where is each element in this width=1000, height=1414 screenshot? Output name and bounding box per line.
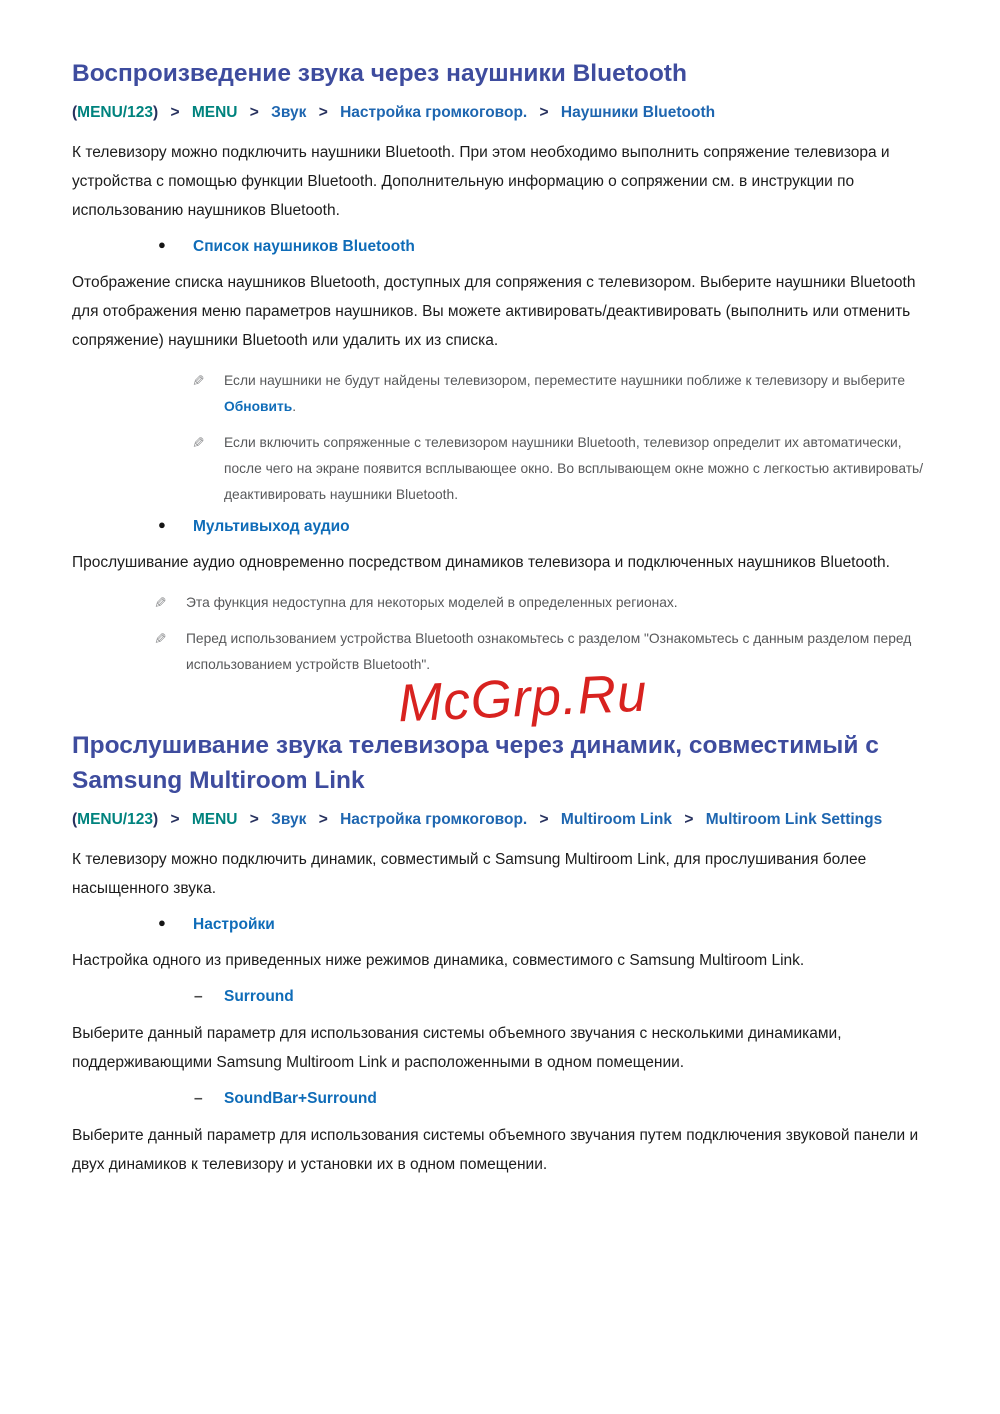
pencil-icon: ✎	[154, 630, 167, 648]
breadcrumb-item-multiroom-link-settings: Multiroom Link Settings	[705, 810, 883, 828]
breadcrumb-item-sound: Звук	[271, 810, 307, 828]
breadcrumb-item-menu123: MENU/123	[77, 810, 153, 828]
paren-open: (	[72, 103, 78, 121]
note-availability	[154, 590, 940, 616]
bullet-item-settings	[158, 914, 940, 934]
dash-icon: –	[194, 1089, 203, 1107]
paren-open: (	[72, 810, 78, 828]
pencil-icon: ✎	[154, 594, 167, 612]
breadcrumb-item-menu123: MENU/123	[77, 103, 153, 121]
bullet-description: Настройка одного из приведенных ниже режимов динамика, совместимого с Samsung Multiroom Link.	[72, 951, 805, 969]
note-text: Перед использованием устройства Bluetooth ознакомьтесь с разделом "Ознакомьтесь с данным разделом перед использованием устройств Bluetooth".	[186, 630, 912, 672]
chevron-right-icon: >	[684, 810, 694, 828]
bullet-icon: ●	[158, 236, 166, 252]
bullet-icon: ●	[158, 914, 166, 930]
breadcrumb-item-bluetooth-headphones: Наушники Bluetooth	[560, 103, 716, 121]
bullet-description: Прослушивание аудио одновременно посредством динамиков телевизора и подключенных наушников Bluetooth.	[72, 553, 890, 571]
bullet-description: Отображение списка наушников Bluetooth, доступных для сопряжения с телевизором. Выберите наушники Bluetooth для отображения меню параметров наушников. Вы можете активировать/деактивировать (выполнить или отменить сопряжение) наушники Bluetooth или удалить их из списка.	[72, 273, 916, 349]
breadcrumb-item-menu: MENU	[191, 103, 238, 121]
chevron-right-icon: >	[318, 810, 328, 828]
chevron-right-icon: >	[249, 810, 259, 828]
paren-close: )	[152, 810, 159, 828]
breadcrumb-item-sound: Звук	[271, 103, 307, 121]
bullet-item-multi-audio-out	[158, 516, 940, 536]
note-auto-detect-popup	[192, 430, 940, 508]
note-text: Если наушники не будут найдены телевизором, переместите наушники поближе к телевизору и выберите	[224, 372, 906, 388]
refresh-label: Обновить	[224, 398, 293, 414]
dash-icon: –	[194, 987, 203, 1005]
chevron-right-icon: >	[318, 103, 328, 121]
breadcrumb-item-speaker-settings: Настройка громкоговор.	[340, 810, 528, 828]
paren-close: )	[152, 103, 159, 121]
chevron-right-icon: >	[249, 103, 259, 121]
bullet-label: Настройки	[193, 915, 275, 933]
chevron-right-icon: >	[170, 103, 180, 121]
mcgrp-watermark: McGrp.Ru	[396, 663, 649, 734]
note-text: Эта функция недоступна для некоторых моделей в определенных регионах.	[186, 594, 678, 610]
breadcrumb-multiroom-link	[72, 811, 940, 829]
sub-description: Выберите данный параметр для использования системы объемного звучания с несколькими динамиками, поддерживающими Samsung Multiroom Link и расположенными в одном помещении.	[72, 1024, 842, 1071]
note-text-end: .	[292, 398, 297, 414]
sub-label: SoundBar+Surround	[224, 1089, 377, 1107]
bullet-item-headphone-list	[158, 236, 940, 256]
note-move-headphones-closer	[192, 368, 940, 420]
breadcrumb-item-multiroom-link: Multiroom Link	[560, 810, 672, 828]
chevron-right-icon: >	[539, 810, 549, 828]
section-title-bluetooth-headphones: Воспроизведение звука через наушники Bluetooth	[72, 60, 687, 87]
sub-description: Выберите данный параметр для использования системы объемного звучания путем подключения звуковой панели и двух динамиков к телевизору и установки их в одном помещении.	[72, 1126, 919, 1173]
breadcrumb-item-speaker-settings: Настройка громкоговор.	[340, 103, 528, 121]
section-title-multiroom-link: Прослушивание звука телевизора через динамик, совместимый с Samsung Multiroom Link	[72, 731, 879, 795]
bullet-icon: ●	[158, 516, 166, 532]
intro-paragraph: К телевизору можно подключить динамик, совместимый с Samsung Multiroom Link, для прослушивания более насыщенного звука.	[72, 850, 867, 897]
pencil-icon: ✎	[192, 434, 205, 452]
sub-label: Surround	[224, 987, 294, 1005]
pencil-icon: ✎	[192, 372, 205, 390]
breadcrumb-bluetooth-headphones	[72, 104, 940, 122]
sub-item-surround	[194, 987, 940, 1006]
note-text: Если включить сопряженные с телевизором наушники Bluetooth, телевизор определит их автоматически, после чего на экране появится всплывающее окно. Во всплывающем окне можно с легкостью активировать/деактивировать наушники Bluetooth.	[224, 434, 924, 502]
breadcrumb-item-menu: MENU	[191, 810, 238, 828]
intro-paragraph: К телевизору можно подключить наушники Bluetooth. При этом необходимо выполнить сопряжение телевизора и устройства с помощью функции Bluetooth. Дополнительную информацию о сопряжении см. в инструкции по использованию наушников Bluetooth.	[72, 143, 890, 219]
bullet-label: Список наушников Bluetooth	[193, 237, 415, 255]
chevron-right-icon: >	[170, 810, 180, 828]
sub-item-soundbar-surround	[194, 1089, 940, 1108]
chevron-right-icon: >	[539, 103, 549, 121]
bullet-label: Мультивыход аудио	[193, 517, 350, 535]
